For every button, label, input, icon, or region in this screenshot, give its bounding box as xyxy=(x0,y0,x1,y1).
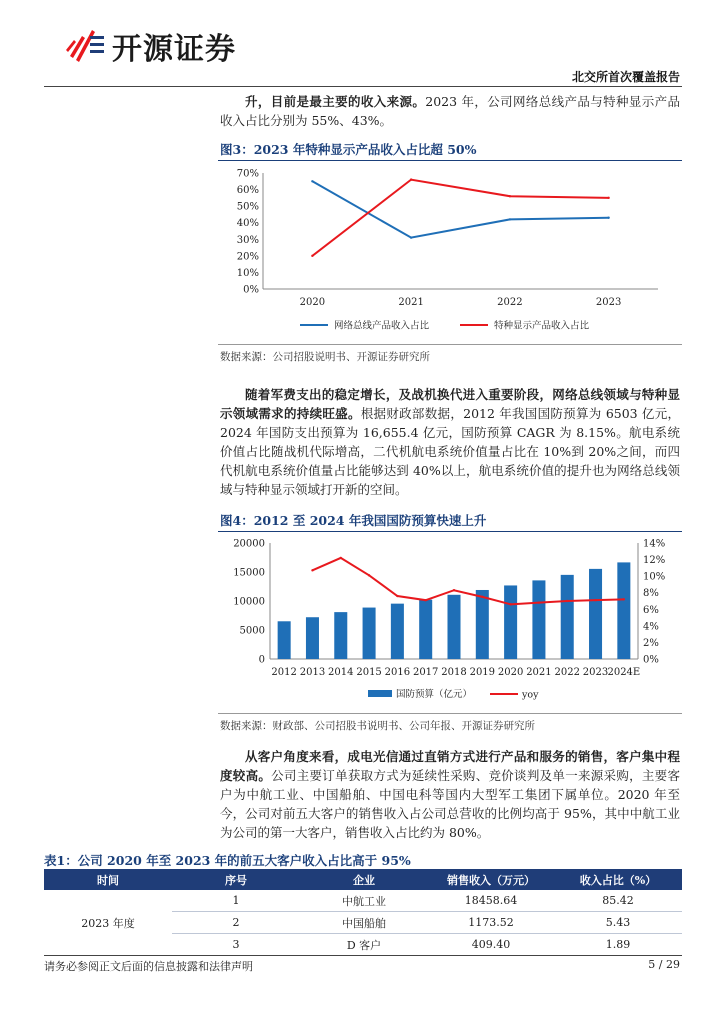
figure4-source: 数据来源：财政部、公司招股书说明书、公司年报、开源证券研究所 xyxy=(220,720,535,732)
header-divider xyxy=(44,86,682,87)
yoy-point xyxy=(453,589,455,591)
y-right-tick-label: 2% xyxy=(643,637,659,649)
x-tick-label: 2021 xyxy=(398,297,424,308)
paragraph-bottom-bold: 从客户角度来看，成电光信通过直销方式进行产品和服务的销售，客户集中程度较高。 xyxy=(220,749,680,783)
logo-icon xyxy=(60,22,108,64)
figure3-chart xyxy=(218,163,682,343)
y-tick-label: 10% xyxy=(236,267,259,279)
figure4-chart xyxy=(218,534,682,710)
legend-swatch-bar xyxy=(368,690,392,697)
y-right-tick-label: 6% xyxy=(643,604,659,616)
bar xyxy=(278,621,291,659)
x-tick-label: 2017 xyxy=(412,667,439,678)
data-point xyxy=(509,195,511,197)
x-tick-label: 2020 xyxy=(299,297,326,308)
x-tick-label: 2014 xyxy=(328,667,354,678)
table-cell: 3 xyxy=(172,934,300,956)
table-cell: 85.42 xyxy=(554,890,682,912)
yoy-point xyxy=(623,598,625,600)
bar xyxy=(589,569,602,659)
yoy-point xyxy=(424,599,426,601)
yoy-line xyxy=(312,558,623,604)
table-cell: 1173.52 xyxy=(428,912,554,934)
legend-label-bar: 国防预算（亿元） xyxy=(396,689,473,700)
data-point xyxy=(311,255,313,257)
table-header-cell: 企业 xyxy=(300,869,428,890)
figure4-title: 图4：2012 至 2024 年我国国防预算快速上升 xyxy=(220,513,487,528)
y-tick-label: 20% xyxy=(236,251,259,263)
bar xyxy=(363,608,376,659)
bar xyxy=(334,612,347,659)
y-right-tick-label: 10% xyxy=(643,571,666,583)
y-tick-label: 0% xyxy=(243,284,259,296)
bar xyxy=(447,595,460,659)
yoy-point xyxy=(566,600,568,602)
footer-divider xyxy=(44,955,682,956)
paragraph-mid-text: 根据财政部数据，2012 年我国国防预算为 6503 亿元，2024 年国防支出预算为 16,655.4 亿元，国防预算 CAGR 为 8.15%。航电系统价值占比随战机代际增高，二代机航电系统价值量占比在 10%到 20%之间，而四代机航电系统价值量占比能够达到 40%以上，航电系统价值的提升也为网络总线领域与特种显示领域打开新的空间。 xyxy=(220,406,680,497)
paragraph-bottom-text: 公司主要订单获取方式为延续性采购、竞价谈判及单一来源采购，主要客户为中航工业、中国船舶、中国电科等国内大型军工集团下属单位。2020 年至今，公司对前五大客户的销售收入占公司总营收的比例均高于 95%，其中中航工业为公司的第一大客户，销售收入占比约为 80%。 xyxy=(220,768,680,840)
table-cell: D 客户 xyxy=(300,934,428,956)
figure3-title: 图3：2023 年特种显示产品收入占比超 50% xyxy=(220,142,477,157)
legend-label-line: yoy xyxy=(522,689,539,701)
paragraph-mid-bold: 随着军费支出的稳定增长，及战机换代进入重要阶段，网络总线领域与特种显示领域需求的持续旺盛。 xyxy=(220,387,680,421)
report-type: 北交所首次覆盖报告 xyxy=(571,70,680,84)
table-header-cell: 销售收入（万元） xyxy=(428,869,554,890)
x-tick-label: 2016 xyxy=(384,667,411,678)
x-tick-label: 2012 xyxy=(271,667,297,678)
legend-label: 网络总线产品收入占比 xyxy=(334,320,430,332)
x-tick-label: 2023 xyxy=(582,667,609,678)
y-tick-label: 40% xyxy=(236,218,259,230)
paragraph-top-text: 2023 年，公司网络总线产品与特种显示产品收入占比分别为 55%、43%。 xyxy=(220,94,680,128)
y-right-tick-label: 14% xyxy=(643,538,666,550)
y-right-tick-label: 8% xyxy=(643,588,659,600)
bar xyxy=(306,617,319,659)
x-tick-label: 2021 xyxy=(526,667,552,678)
yoy-point xyxy=(311,569,313,571)
table-header-cell: 时间 xyxy=(44,869,172,890)
table-cell: 中航工业 xyxy=(300,890,428,912)
table-cell: 409.40 xyxy=(428,934,554,956)
bar xyxy=(476,590,489,659)
page-number: 5 / 29 xyxy=(648,958,680,971)
y-left-tick-label: 15000 xyxy=(233,567,265,579)
y-tick-label: 60% xyxy=(236,185,259,197)
yoy-point xyxy=(340,557,342,559)
x-tick-label: 2018 xyxy=(441,667,467,678)
y-right-tick-label: 12% xyxy=(643,555,666,567)
table-cell: 2 xyxy=(172,912,300,934)
series-line xyxy=(312,181,608,237)
table-header-cell: 序号 xyxy=(172,869,300,890)
table-row xyxy=(44,890,682,912)
x-tick-label: 2019 xyxy=(469,667,496,678)
data-point xyxy=(607,217,609,219)
yoy-point xyxy=(509,603,511,605)
x-tick-label: 2022 xyxy=(497,297,523,308)
data-point xyxy=(607,197,609,199)
yoy-point xyxy=(481,596,483,598)
table1 xyxy=(44,869,682,956)
table-cell: 5.43 xyxy=(554,912,682,934)
x-tick-label: 2013 xyxy=(299,667,326,678)
paragraph-mid xyxy=(220,385,680,499)
bar xyxy=(419,600,432,659)
data-point xyxy=(410,178,412,180)
paragraph-bottom xyxy=(220,747,680,842)
table-header-row xyxy=(44,869,682,890)
x-tick-label: 2020 xyxy=(497,667,524,678)
figure3-bottom-rule xyxy=(218,344,682,345)
yoy-point xyxy=(368,574,370,576)
table-cell: 1.89 xyxy=(554,934,682,956)
data-point xyxy=(311,180,313,182)
table1-title: 表1：公司 2020 年至 2023 年的前五大客户收入占比高于 95% xyxy=(44,853,411,868)
x-tick-label: 2023 xyxy=(595,297,622,308)
y-left-tick-label: 10000 xyxy=(233,596,265,608)
y-left-tick-label: 20000 xyxy=(233,538,265,550)
footer-disclaimer: 请务必参阅正文后面的信息披露和法律声明 xyxy=(44,960,253,973)
figure4-title-rule xyxy=(218,531,682,532)
x-tick-label: 2024E xyxy=(607,667,641,678)
y-tick-label: 50% xyxy=(236,201,259,213)
figure3-title-rule xyxy=(218,160,682,161)
y-tick-label: 70% xyxy=(236,168,259,180)
table-header-cell: 收入占比（%） xyxy=(554,869,682,890)
table-cell: 1 xyxy=(172,890,300,912)
bar xyxy=(532,580,545,659)
data-point xyxy=(410,236,412,238)
y-right-tick-label: 0% xyxy=(643,654,659,666)
y-right-tick-label: 4% xyxy=(643,621,659,633)
figure4-bottom-rule xyxy=(218,713,682,714)
bar xyxy=(504,585,517,659)
table-cell: 中国船舶 xyxy=(300,912,428,934)
y-left-tick-label: 5000 xyxy=(239,625,265,637)
data-point xyxy=(509,218,511,220)
table-period-cell: 2023 年度 xyxy=(81,916,135,930)
bar xyxy=(617,562,630,659)
yoy-point xyxy=(396,595,398,597)
y-left-tick-label: 0 xyxy=(258,654,265,666)
bar xyxy=(561,575,574,659)
x-tick-label: 2022 xyxy=(554,667,580,678)
x-tick-label: 2015 xyxy=(356,667,382,678)
table-cell: 18458.64 xyxy=(428,890,554,912)
logo-text: 开源证券 xyxy=(112,32,236,67)
bar xyxy=(391,604,404,659)
yoy-point xyxy=(594,599,596,601)
figure3-source: 数据来源：公司招股说明书、开源证券研究所 xyxy=(220,351,430,363)
yoy-point xyxy=(538,601,540,603)
paragraph-top-bold: 升，目前是最主要的收入来源。 xyxy=(245,94,426,109)
paragraph-top xyxy=(220,92,680,130)
legend-label: 特种显示产品收入占比 xyxy=(494,320,590,332)
y-tick-label: 30% xyxy=(236,234,259,246)
